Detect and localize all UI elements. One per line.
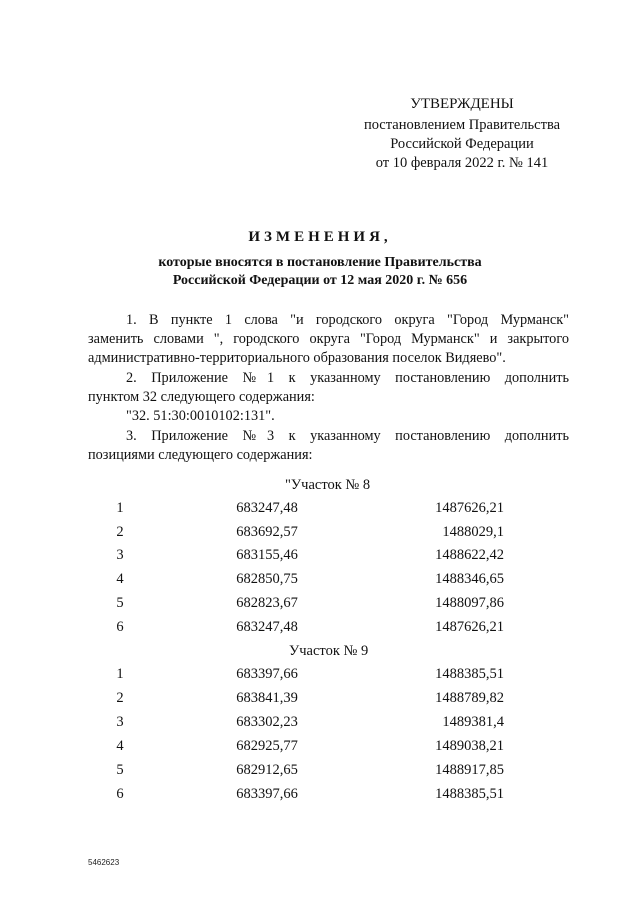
table-row: [0, 524, 640, 544]
row-number: 2: [116, 524, 124, 540]
item-1-line-2: заменить словами ", городского округа "Город Мурманск" и закрытого: [88, 331, 569, 348]
document-subtitle-line-2: Российской Федерации от 12 мая 2020 г. № 656: [172, 273, 468, 288]
row-number: 5: [116, 595, 124, 611]
coord-x: 683692,57: [236, 524, 298, 540]
coord-y: 1489381,4: [442, 714, 504, 730]
item-3-line-1: 3. Приложение №3 к указанному постановлению дополнить: [126, 428, 569, 444]
coord-x: 682850,75: [236, 571, 298, 587]
item-1: [88, 311, 569, 369]
table-row: [0, 762, 640, 782]
coord-y: 1488622,42: [435, 547, 504, 563]
coord-y: 1488385,51: [435, 786, 504, 802]
section-label-9: Участок № 9: [289, 643, 369, 659]
row-number: 4: [116, 738, 124, 754]
table-row: [0, 786, 640, 806]
coord-y: 1488346,65: [435, 571, 504, 587]
section-label-8: "Участок № 8: [285, 477, 371, 493]
coord-y: 1488385,51: [435, 666, 504, 682]
document-code: 5462623: [88, 858, 120, 867]
coord-x: 683155,46: [236, 547, 298, 563]
coord-y: 1488097,86: [435, 595, 504, 611]
row-number: 1: [116, 666, 124, 682]
table-row: [0, 714, 640, 734]
document-title: ИЗМЕНЕНИЯ,: [248, 229, 392, 245]
row-number: 4: [116, 571, 124, 587]
table-row: [0, 547, 640, 567]
table-row: [0, 666, 640, 686]
item-3: [88, 427, 569, 465]
item-2-line-3: "32. 51:30:0010102:131".: [126, 408, 275, 425]
item-1-line-3: административно-территориального образования поселок Видяево".: [88, 350, 506, 367]
coord-x: 683397,66: [236, 786, 298, 802]
table-row: [0, 690, 640, 710]
coord-y: 1487626,21: [435, 619, 504, 635]
document-subtitle-line-1: которые вносятся в постановление Правительства: [158, 255, 482, 270]
coord-x: 683247,48: [236, 619, 298, 635]
item-2-line-1: 2. Приложение №1 к указанному постановлению дополнить: [126, 370, 569, 386]
table-row: [0, 595, 640, 615]
approval-line-3: Российской Федерации: [390, 136, 534, 152]
table-row: [0, 571, 640, 591]
coord-y: 1488789,82: [435, 690, 504, 706]
coord-y: 1488917,85: [435, 762, 504, 778]
document-subtitle: [60, 254, 580, 290]
coord-y: 1488029,1: [442, 524, 504, 540]
row-number: 3: [116, 547, 124, 563]
row-number: 6: [116, 786, 124, 802]
approval-line-4: от 10 февраля 2022 г. № 141: [375, 155, 549, 171]
coord-x: 682823,67: [236, 595, 298, 611]
row-number: 5: [116, 762, 124, 778]
coord-x: 683302,23: [236, 714, 298, 730]
item-1-line-1: 1. В пункте 1 слова "и городского округа "Город Мурманск": [126, 312, 569, 328]
row-number: 3: [116, 714, 124, 730]
row-number: 1: [116, 500, 124, 516]
item-2-line-2: пунктом 32 следующего содержания:: [88, 389, 315, 406]
coord-x: 682925,77: [236, 738, 298, 754]
approval-line-2: постановлением Правительства: [363, 117, 561, 133]
coord-x: 683841,39: [236, 690, 298, 706]
coord-y: 1487626,21: [435, 500, 504, 516]
item-3-line-2: позициями следующего содержания:: [88, 447, 313, 464]
coord-y: 1489038,21: [435, 738, 504, 754]
table-row: [0, 500, 640, 520]
row-number: 6: [116, 619, 124, 635]
item-2: [88, 369, 569, 427]
approval-block: [355, 95, 569, 173]
approval-heading: УТВЕРЖДЕНЫ: [410, 96, 514, 112]
coord-x: 683247,48: [236, 500, 298, 516]
coord-x: 683397,66: [236, 666, 298, 682]
row-number: 2: [116, 690, 124, 706]
table-row: [0, 738, 640, 758]
table-row: [0, 619, 640, 639]
coord-x: 682912,65: [236, 762, 298, 778]
